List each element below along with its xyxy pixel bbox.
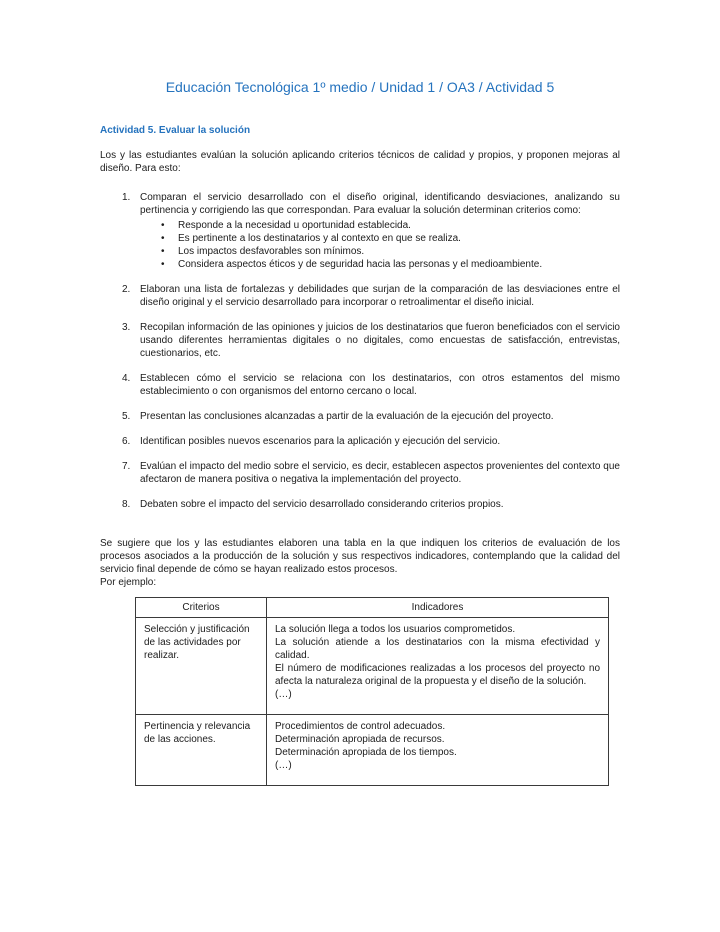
list-item-body xyxy=(140,191,620,271)
list-item-number: 7. xyxy=(122,461,131,472)
bullet-icon xyxy=(161,258,178,271)
indicador-line: (…) xyxy=(275,760,292,771)
bullet-item xyxy=(140,232,620,245)
bullet-item xyxy=(140,258,620,271)
bullet-icon xyxy=(161,245,178,258)
list-item-number: 8. xyxy=(122,499,131,510)
list-item xyxy=(122,498,620,511)
list-item xyxy=(122,283,620,309)
list-item-text: Identifican posibles nuevos escenarios para la aplicación y ejecución del servicio. xyxy=(140,436,501,447)
bullet-item xyxy=(140,219,620,232)
criterio-cell: Selección y justificación de las actividades por realizar. xyxy=(136,618,267,715)
list-item-text: Establecen cómo el servicio se relaciona con los destinatarios, con otros estamentos del mismo establecimiento o con organismos del entorno cercano o local. xyxy=(140,373,620,397)
table-header-criterios: Criterios xyxy=(136,598,267,618)
intro-paragraph: Los y las estudiantes evalúan la solución aplicando criterios técnicos de calidad y propios, y proponen mejoras al diseño. Para esto: xyxy=(100,150,620,174)
page-title: Educación Tecnológica 1º medio / Unidad 1 / OA3 / Actividad 5 xyxy=(165,79,555,95)
indicador-line: Determinación apropiada de los tiempos. xyxy=(275,747,457,758)
list-item-text: Recopilan información de las opiniones y juicios de los destinatarios que fueron beneficiados con el servicio usando diferentes herramientas digitales o no digitales, como encuestas de satisfacción, entrevistas, cuestionarios, etc. xyxy=(140,322,620,359)
list-item-number: 1. xyxy=(122,192,131,203)
list-item-text: Elaboran una lista de fortalezas y debilidades que surjan de la comparación de las desviaciones entre el diseño original y el servicio desarrollado para incorporar o retroalimentar el diseño inicial. xyxy=(140,284,620,308)
list-item-number: 3. xyxy=(122,322,131,333)
list-item-text: Evalúan el impacto del medio sobre el servicio, es decir, establecen aspectos provenientes del contexto que afectaron de manera positiva o negativa la implementación del proyecto. xyxy=(140,461,620,485)
list-item-number: 2. xyxy=(122,284,131,295)
list-item xyxy=(122,321,620,360)
indicadores-cell xyxy=(267,715,609,786)
bullet-icon xyxy=(161,232,178,245)
suggestion-paragraph: Se sugiere que los y las estudiantes elaboren una tabla en la que indiquen los criterios de evaluación de los procesos asociados a la producción de la solución y sus respectivos indicadores, contemplando que la calidad del servicio final depende de cómo se hayan realizado estos procesos. xyxy=(100,538,620,575)
table-row xyxy=(136,715,609,786)
criterio-cell: Pertinencia y relevancia de las acciones. xyxy=(136,715,267,786)
indicador-line: Procedimientos de control adecuados. xyxy=(275,721,446,732)
list-item xyxy=(122,410,620,423)
bullet-icon xyxy=(161,219,178,232)
bullet-text: Los impactos desfavorables son mínimos. xyxy=(178,246,365,257)
list-item-text: Presentan las conclusiones alcanzadas a partir de la evaluación de la ejecución del proyecto. xyxy=(140,411,554,422)
list-item-text: Comparan el servicio desarrollado con el diseño original, identificando desviaciones, analizando su pertinencia y corrigiendo las que correspondan. Para evaluar la solución determinan criterios como: xyxy=(140,192,620,216)
list-item-number: 6. xyxy=(122,436,131,447)
table-header-row xyxy=(136,598,609,618)
list-item xyxy=(122,372,620,398)
table-header-indicadores: Indicadores xyxy=(267,598,609,618)
bullet-text: Considera aspectos éticos y de seguridad hacia las personas y el medioambiente. xyxy=(178,259,543,270)
list-item-number: 5. xyxy=(122,411,131,422)
table-row xyxy=(136,618,609,715)
criteria-table xyxy=(135,597,609,786)
example-label: Por ejemplo: xyxy=(100,577,157,588)
list-item-text: Debaten sobre el impacto del servicio desarrollado considerando criterios propios. xyxy=(140,499,504,510)
indicador-line: (…) xyxy=(275,689,292,700)
list-item xyxy=(122,460,620,486)
bullet-text: Responde a la necesidad u oportunidad establecida. xyxy=(178,220,411,231)
bullet-item xyxy=(140,245,620,258)
indicador-line: La solución atiende a los destinatarios con la misma efectividad y calidad. xyxy=(275,637,600,661)
list-item xyxy=(122,191,620,271)
indicador-line: Determinación apropiada de recursos. xyxy=(275,734,445,745)
list-item xyxy=(122,435,620,448)
bullet-text: Es pertinente a los destinatarios y al contexto en que se realiza. xyxy=(178,233,461,244)
indicador-line: El número de modificaciones realizadas a los procesos del proyecto no afecta la naturaleza original de la propuesta y el diseño de la solución. xyxy=(275,663,600,687)
activity-heading: Actividad 5. Evaluar la solución xyxy=(100,125,251,136)
list-item-number: 4. xyxy=(122,373,131,384)
indicador-line: La solución llega a todos los usuarios comprometidos. xyxy=(275,624,516,635)
numbered-list xyxy=(122,191,620,511)
bullet-list xyxy=(140,219,620,271)
indicadores-cell xyxy=(267,618,609,715)
